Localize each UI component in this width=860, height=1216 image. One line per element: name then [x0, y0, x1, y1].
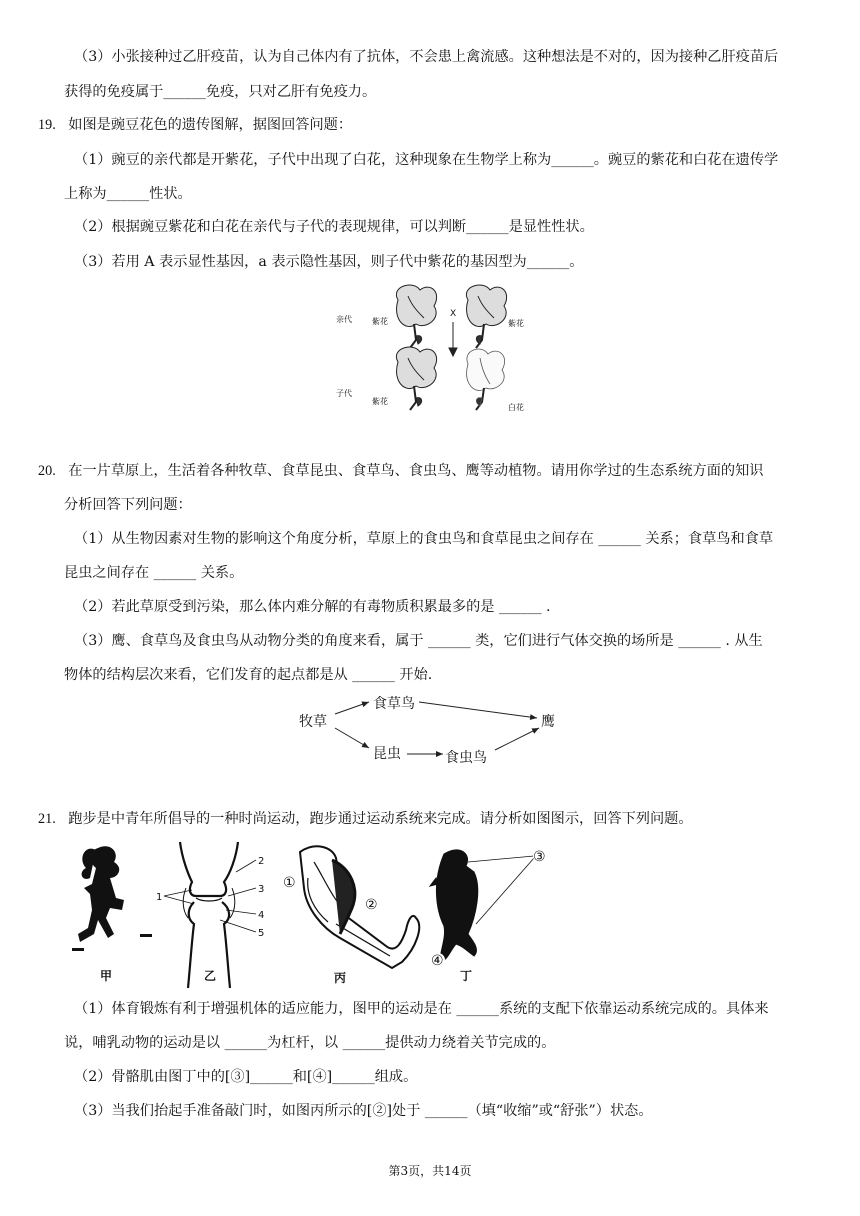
circled-mark-1 — [283, 875, 297, 891]
circled-mark-2 — [365, 897, 379, 913]
q19-part1-line2: 上称为______性状。 — [64, 186, 192, 202]
joint-mark-5: 5 — [258, 928, 265, 939]
q20-part1-line2: 昆虫之间存在 ______ 关系。 — [64, 565, 244, 581]
q20-part2: （2）若此草原受到污染，那么体内难分解的有毒物质积累最多的是 ______ . — [74, 599, 551, 615]
arrow-herbivore-bird-to-eagle — [419, 702, 537, 718]
figure-label-jia: 甲 — [100, 969, 113, 983]
circled-mark-3 — [533, 849, 547, 865]
parent-generation-label: 亲代 — [336, 315, 352, 324]
offspring-white-flower — [467, 349, 505, 410]
skeletal-muscle-diagram — [430, 850, 478, 960]
arrow-grass-to-insect — [335, 728, 369, 748]
q18-part3-line1: （3）小张接种过乙肝疫苗，认为自己体内有了抗体，不会患上禽流感。这种想法是不对的，因为接种乙肝疫苗后 — [74, 49, 779, 65]
offspring-purple-flower — [396, 347, 436, 410]
q20-stem-text: 在一片草原上，生活着各种牧草、食草昆虫、食草鸟、食虫鸟、鹰等动植物。请用你学过的生态系统方面的知识 — [68, 463, 764, 479]
figure-label-bing: 丙 — [334, 971, 347, 985]
svg-text:④: ④ — [431, 953, 444, 969]
joint-mark-1: 1 — [156, 892, 163, 903]
food-web-grass: 牧草 — [299, 714, 327, 730]
q20-part3-line1: （3）鹰、食草鸟及食虫鸟从动物分类的角度来看，属于 ______ 类，它们进行气体交换的场所是 ______ . 从生 — [74, 633, 763, 649]
q20-part1-line1: （1）从生物因素对生物的影响这个角度分析，草原上的食虫鸟和食草昆虫之间存在 ______ 关系；食草鸟和食草 — [74, 531, 774, 547]
joint-mark-2: 2 — [258, 856, 265, 867]
parent-left-purple-label: 紫花 — [372, 317, 388, 326]
q19-number: 19. — [38, 117, 56, 133]
q19-part2: （2）根据豌豆紫花和白花在亲代与子代的表现规律，可以判断______是显性性状。 — [74, 219, 594, 235]
figure-label-ding: 丁 — [460, 969, 473, 983]
q19-stem — [38, 115, 352, 135]
q19-part1-line1: （1）豌豆的亲代都是开紫花，子代中出现了白花，这种现象在生物学上称为______。豌豆的紫花和白花在遗传学 — [74, 152, 779, 168]
parent-purple-flower-left — [396, 285, 436, 348]
q20-stem-line1 — [38, 461, 763, 481]
parent-purple-flower-right — [466, 285, 506, 348]
cross-symbol: X — [450, 309, 457, 319]
arrow-insectivore-bird-to-eagle — [495, 728, 539, 750]
q21-part2: （2）骨骼肌由图丁中的[③]______和[④]______组成。 — [74, 1069, 418, 1085]
runner-silhouette — [72, 846, 152, 951]
offspring-purple-label: 紫花 — [372, 397, 388, 406]
food-web-herbivore-bird: 食草鸟 — [373, 696, 415, 712]
q21-stem-text: 跑步是中青年所倡导的一种时尚运动，跑步通过运动系统来完成。请分析如图图示，回答下列问题。 — [68, 811, 693, 827]
svg-text:①: ① — [283, 875, 296, 891]
q20-number: 20. — [38, 463, 56, 479]
joint-diagram — [180, 842, 238, 988]
q21-part1-line1: （1）体育锻炼有利于增强机体的适应能力，图甲的运动是在 ______系统的支配下依靠运动系统完成的。具体来 — [74, 1001, 769, 1017]
q19-stem-text: 如图是豌豆花色的遗传图解，据图回答问题： — [68, 117, 353, 133]
figure-label-yi: 乙 — [204, 969, 217, 983]
svg-text:③: ③ — [533, 849, 546, 865]
q21-stem — [38, 809, 693, 829]
movement-system-figure — [70, 838, 560, 990]
q20-stem-line2: 分析回答下列问题： — [64, 497, 192, 513]
food-web-insectivore-bird: 食虫鸟 — [445, 750, 487, 766]
q21-part1-line2: 说，哺乳动物的运动是以 ______为杠杆，以 ______提供动力绕着关节完成的。 — [64, 1035, 556, 1051]
food-web-insect: 昆虫 — [373, 746, 401, 762]
svg-text:②: ② — [365, 897, 378, 913]
joint-mark-3: 3 — [258, 884, 265, 895]
arm-muscle-diagram — [300, 846, 419, 968]
page-footer: 第3页，共14页 — [388, 1164, 472, 1178]
joint-mark-4: 4 — [258, 910, 265, 921]
circled-mark-4 — [431, 953, 445, 969]
q20-part3-line2: 物体的结构层次来看，它们发育的起点都是从 ______ 开始. — [64, 667, 433, 683]
food-web-eagle: 鹰 — [541, 714, 555, 730]
generation-arrow — [449, 322, 457, 356]
offspring-white-label: 白花 — [508, 403, 524, 412]
q18-part3-line2: 获得的免疫属于______免疫，只对乙肝有免疫力。 — [64, 84, 377, 100]
parent-right-purple-label: 紫花 — [508, 319, 524, 328]
food-web-diagram — [295, 690, 575, 772]
q21-part3: （3）当我们抬起手准备敲门时，如图丙所示的[②]处于 ______（填“收缩”或“舒张”）状态。 — [74, 1103, 653, 1119]
q19-part3: （3）若用 A 表示显性基因，a 表示隐性基因，则子代中紫花的基因型为______。 — [74, 254, 584, 270]
pea-inheritance-figure — [330, 278, 540, 420]
arrow-grass-to-herbivore-bird — [335, 702, 369, 714]
q21-number: 21. — [38, 811, 56, 827]
offspring-generation-label: 子代 — [336, 389, 352, 398]
